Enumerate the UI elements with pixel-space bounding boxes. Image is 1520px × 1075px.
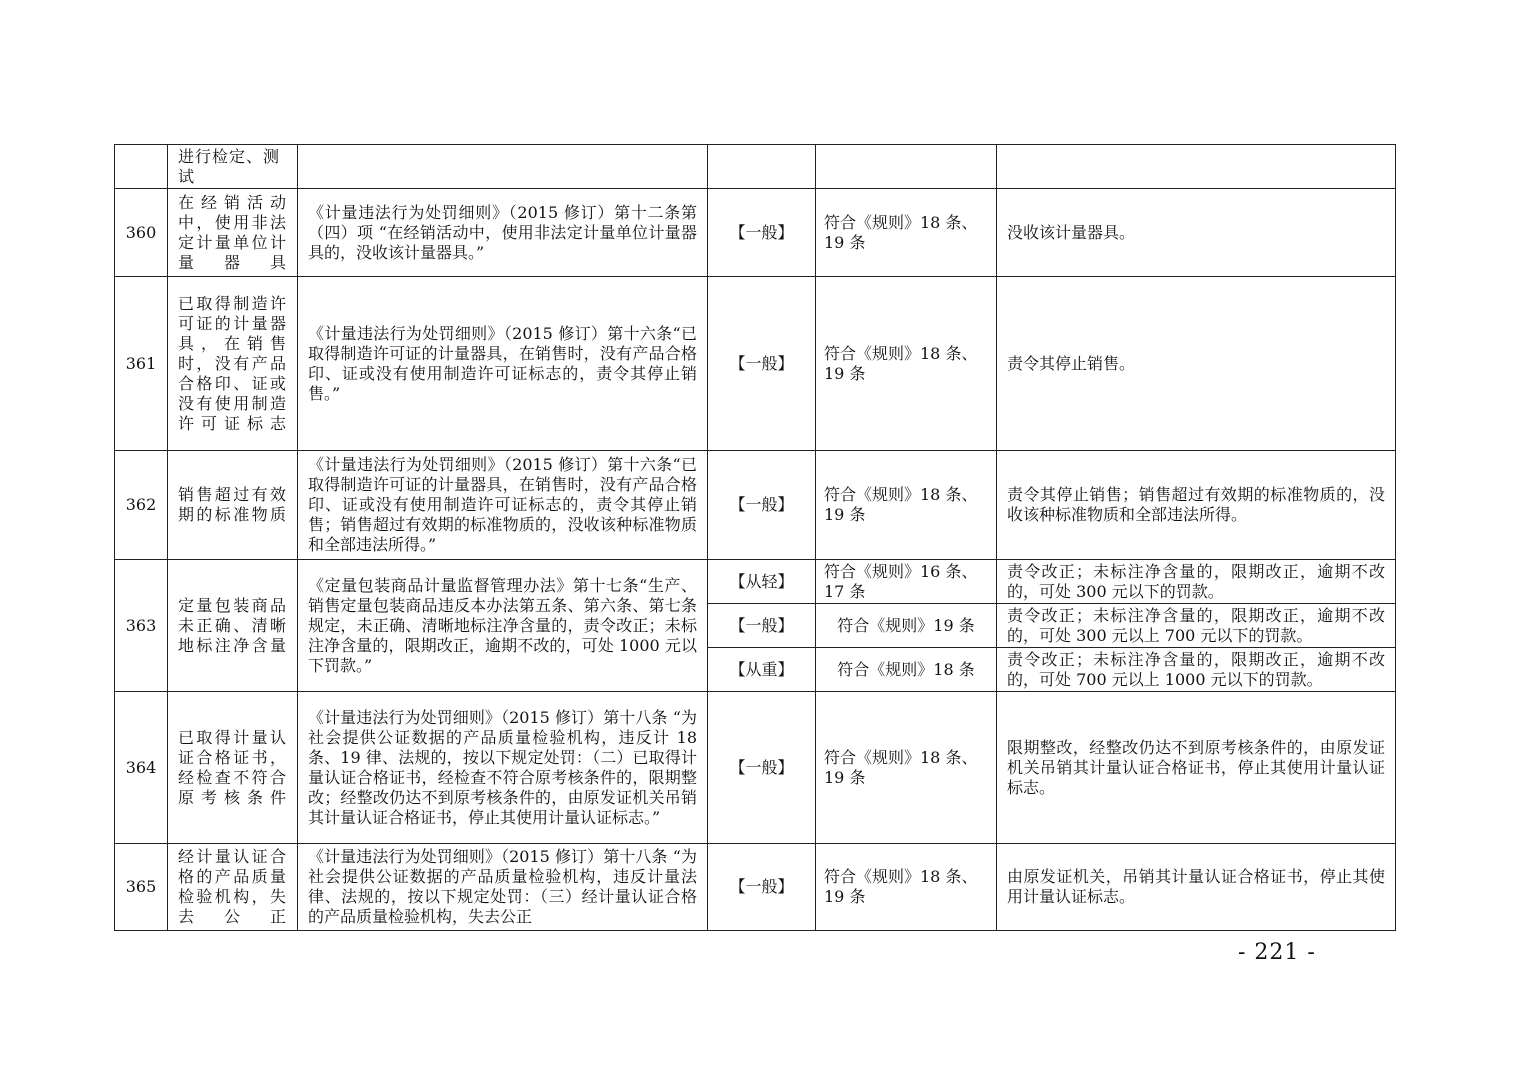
penalty-level: 【从轻】 xyxy=(708,560,816,604)
penalty-level: 【从重】 xyxy=(708,648,816,692)
row-number: 361 xyxy=(115,277,168,451)
violation-item: 销售超过有效期的标准物质 xyxy=(168,451,298,560)
applicable-condition xyxy=(816,145,997,189)
table-row xyxy=(115,560,1396,604)
penalty-result: 限期整改，经整改仍达不到原考核条件的，由原发证机关吊销其计量认证合格证书，停止其使用计量认证标志。 xyxy=(997,692,1396,844)
applicable-condition: 符合《规则》18 条、19 条 xyxy=(816,844,997,931)
table-row xyxy=(115,189,1396,277)
violation-item: 已取得计量认证合格证书，经检查不符合原考核条件 xyxy=(168,692,298,844)
applicable-condition: 符合《规则》18 条、19 条 xyxy=(816,451,997,560)
penalty-level: 【一般】 xyxy=(708,277,816,451)
applicable-condition: 符合《规则》18 条 xyxy=(816,648,997,692)
penalty-table xyxy=(114,144,1396,931)
row-number: 364 xyxy=(115,692,168,844)
page-number: - 221 - xyxy=(1238,940,1316,965)
row-number: 365 xyxy=(115,844,168,931)
row-number xyxy=(115,145,168,189)
legal-basis: 《计量违法行为处罚细则》（2015 修订）第十六条“已取得制造许可证的计量器具，在销售时，没有产品合格印、证或没有使用制造许可证标志的，责令其停止销售；销售超过有效期的标准物质的，没收该种标准物质和全部违法所得。” xyxy=(298,451,708,560)
penalty-level: 【一般】 xyxy=(708,451,816,560)
penalty-result: 责令改正；未标注净含量的，限期改正，逾期不改的，可处 300 元以下的罚款。 xyxy=(997,560,1396,604)
penalty-level: 【一般】 xyxy=(708,692,816,844)
violation-item: 已取得制造许可证的计量器具，在销售时，没有产品合格印、证或没有使用制造许可证标志 xyxy=(168,277,298,451)
table-row xyxy=(115,145,1396,189)
penalty-result: 责令其停止销售。 xyxy=(997,277,1396,451)
penalty-level: 【一般】 xyxy=(708,189,816,277)
penalty-result: 没收该计量器具。 xyxy=(997,189,1396,277)
row-number: 363 xyxy=(115,560,168,692)
row-number: 360 xyxy=(115,189,168,277)
applicable-condition: 符合《规则》18 条、19 条 xyxy=(816,277,997,451)
table-row xyxy=(115,277,1396,451)
legal-basis xyxy=(298,145,708,189)
applicable-condition: 符合《规则》18 条、19 条 xyxy=(816,692,997,844)
violation-item: 在经销活动中，使用非法定计量单位计量器具 xyxy=(168,189,298,277)
table-row xyxy=(115,451,1396,560)
legal-basis: 《计量违法行为处罚细则》（2015 修订）第十八条 “为社会提供公证数据的产品质量检验机构，违反计量法律、法规的，按以下规定处罚：（三）经计量认证合格的产品质量检验机构，失去公正 xyxy=(298,844,708,931)
legal-basis: 《定量包装商品计量监督管理办法》第十七条“生产、销售定量包装商品违反本办法第五条、第六条、第七条规定，未正确、清晰地标注净含量的，责令改正；未标注净含量的，限期改正，逾期不改的，可处 1000 元以下罚款。” xyxy=(298,560,708,692)
penalty-result: 责令改正；未标注净含量的，限期改正，逾期不改的，可处 300 元以上 700 元以下的罚款。 xyxy=(997,604,1396,648)
legal-basis: 《计量违法行为处罚细则》（2015 修订）第十二条第（四）项 “在经销活动中，使用非法定计量单位计量器具的，没收该计量器具。” xyxy=(298,189,708,277)
violation-item: 定量包装商品未正确、清晰地标注净含量 xyxy=(168,560,298,692)
violation-item: 经计量认证合格的产品质量检验机构，失去公正 xyxy=(168,844,298,931)
applicable-condition: 符合《规则》16 条、17 条 xyxy=(816,560,997,604)
penalty-result: 责令其停止销售；销售超过有效期的标准物质的，没收该种标准物质和全部违法所得。 xyxy=(997,451,1396,560)
penalty-result: 责令改正；未标注净含量的，限期改正，逾期不改的，可处 700 元以上 1000 元以下的罚款。 xyxy=(997,648,1396,692)
legal-basis: 《计量违法行为处罚细则》（2015 修订）第十六条“已取得制造许可证的计量器具，在销售时，没有产品合格印、证或没有使用制造许可证标志的，责令其停止销售。” xyxy=(298,277,708,451)
table-row xyxy=(115,692,1396,844)
violation-item: 进行检定、测试 xyxy=(168,145,298,189)
applicable-condition: 符合《规则》19 条 xyxy=(816,604,997,648)
penalty-level: 【一般】 xyxy=(708,844,816,931)
penalty-result: 由原发证机关，吊销其计量认证合格证书，停止其使用计量认证标志。 xyxy=(997,844,1396,931)
applicable-condition: 符合《规则》18 条、19 条 xyxy=(816,189,997,277)
penalty-level: 【一般】 xyxy=(708,604,816,648)
legal-basis: 《计量违法行为处罚细则》（2015 修订）第十八条 “为社会提供公证数据的产品质量检验机构，违反计 18 条、19 律、法规的，按以下规定处罚：（二）已取得计量认证合格证书，经检查不符合原考核条件的，限期整改；经整改仍达不到原考核条件的，由原发证机关吊销其计量认证合格证书，停止其使用计量认证标志。” xyxy=(298,692,708,844)
penalty-level xyxy=(708,145,816,189)
penalty-result xyxy=(997,145,1396,189)
table-row xyxy=(115,844,1396,931)
row-number: 362 xyxy=(115,451,168,560)
